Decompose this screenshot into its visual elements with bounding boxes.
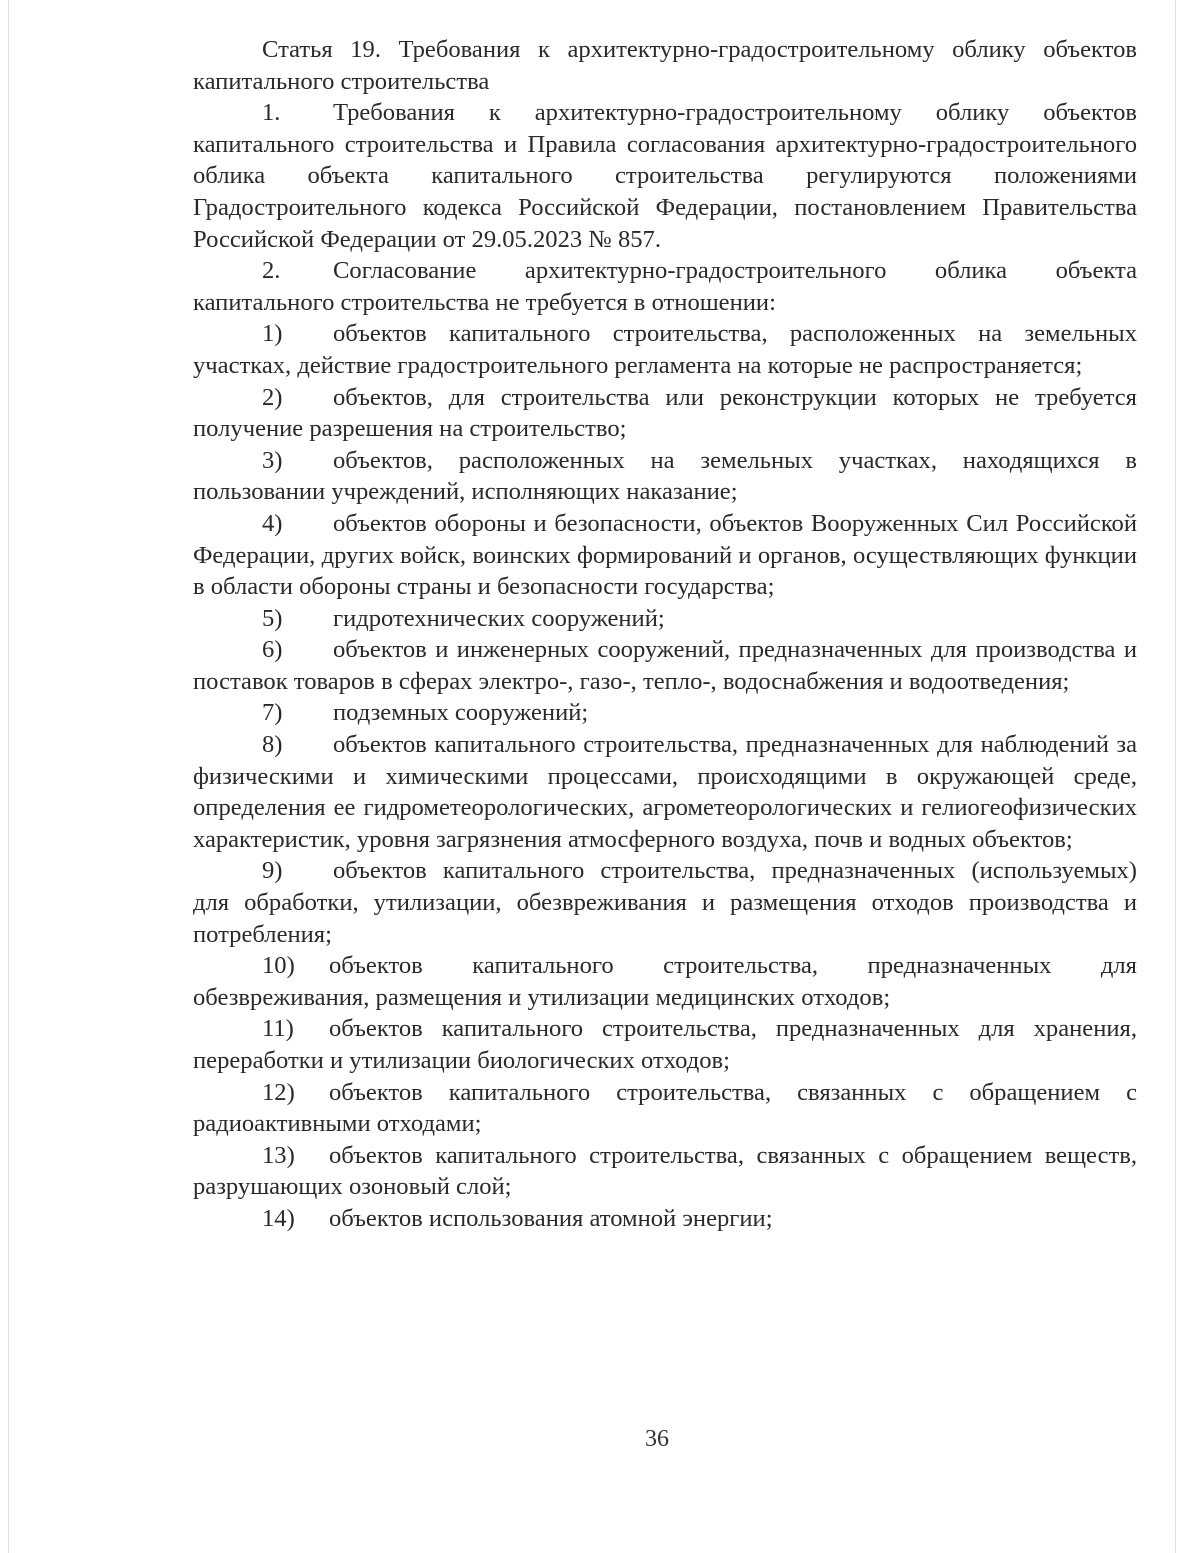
item-number: 12) [262,1078,295,1106]
item-text: подземных сооружений; [333,699,589,727]
item-text: объектов капитального строительства, предназначенных для наблюдений за физическими и химическими процессами, происходящими в окружающей среде, определения ее гидрометеорологических, агрометеорологических и гелиогеофизических характеристик, уровня загрязнения атмосферного воздуха, почв и водных объектов; [193,731,1137,853]
item-number: 5) [262,604,283,632]
item-text: объектов капитального строительства, связанных с обращением с радиоактивными отходами; [193,1078,1137,1138]
list-item [193,1077,1137,1140]
item-number: 14) [262,1204,295,1232]
item-number: 8) [262,731,283,759]
item-number: 7) [262,699,283,727]
item-text: объектов капитального строительства, предназначенных (используемых) для обработки, утилизации, обезвреживания и размещения отходов производства и потребления; [193,857,1137,948]
list-item [193,508,1137,603]
list-item [193,97,1137,255]
item-text: Требования к архитектурно-градостроительному облику объектов капитального строительства и Правила согласования архитектурно-градостроительного облика объекта капитального строительства регулируются положениями Градостроительного кодекса Российской Федерации, постановлением Правительства Российской Федерации от 29.05.2023 № 857. [193,99,1137,253]
item-text: объектов капитального строительства, предназначенных для хранения, переработки и утилизации биологических отходов; [193,1015,1137,1074]
list-item [193,697,1137,729]
item-text: Согласование архитектурно-градостроительного облика объекта капитального строительства не требуется в отношении: [193,257,1137,316]
list-item [193,950,1137,1013]
item-number: 9) [262,857,283,885]
item-number: 3) [262,446,283,474]
list-item [193,1203,1137,1235]
paragraph-list [193,97,1137,1234]
item-number: 2. [262,257,281,285]
item-text: объектов и инженерных сооружений, предназначенных для производства и поставок товаров в сферах электро-, газо-, тепло-, водоснабжения и водоотведения; [193,636,1137,695]
item-number: 1. [262,99,281,127]
item-text: объектов капитального строительства, связанных с обращением веществ, разрушающих озоновый слой; [193,1141,1137,1201]
document-page [193,34,1137,1235]
item-text: объектов обороны и безопасности, объектов Вооруженных Сил Российской Федерации, других войск, воинских формирований и органов, осуществляющих функции в области обороны страны и безопасности государства; [193,509,1137,601]
item-number: 2) [262,383,283,411]
article-title: Статья 19. Требования к архитектурно-градостроительному облику объектов капитального строительства [193,36,1137,95]
item-number: 10) [262,952,295,980]
list-item [193,255,1137,318]
item-text: объектов капитального строительства, предназначенных для обезвреживания, размещения и утилизации медицинских отходов; [193,952,1137,1011]
item-number: 11) [262,1015,294,1043]
item-text: объектов, расположенных на земельных участках, находящихся в пользовании учреждений, исполняющих наказание; [193,446,1137,506]
item-number: 4) [262,509,283,537]
item-text: объектов, для строительства или реконструкции которых не требуется получение разрешения на строительство; [193,383,1137,443]
page-number: 36 [645,1426,669,1452]
item-text: объектов использования атомной энергии; [329,1204,773,1232]
scan-edge-left [8,0,9,1553]
list-item [193,855,1137,950]
list-item [193,634,1137,697]
item-number: 1) [262,320,283,348]
item-number: 6) [262,636,283,664]
item-text: гидротехнических сооружений; [333,604,665,632]
list-item [193,318,1137,381]
list-item [193,445,1137,508]
list-item [193,1140,1137,1203]
scan-edge-right [1175,0,1176,1553]
list-item [193,1013,1137,1076]
list-item [193,382,1137,445]
item-number: 13) [262,1141,295,1169]
list-item [193,603,1137,635]
list-item [193,729,1137,855]
item-text: объектов капитального строительства, расположенных на земельных участках, действие градостроительного регламента на которые не распространяется; [193,320,1137,379]
